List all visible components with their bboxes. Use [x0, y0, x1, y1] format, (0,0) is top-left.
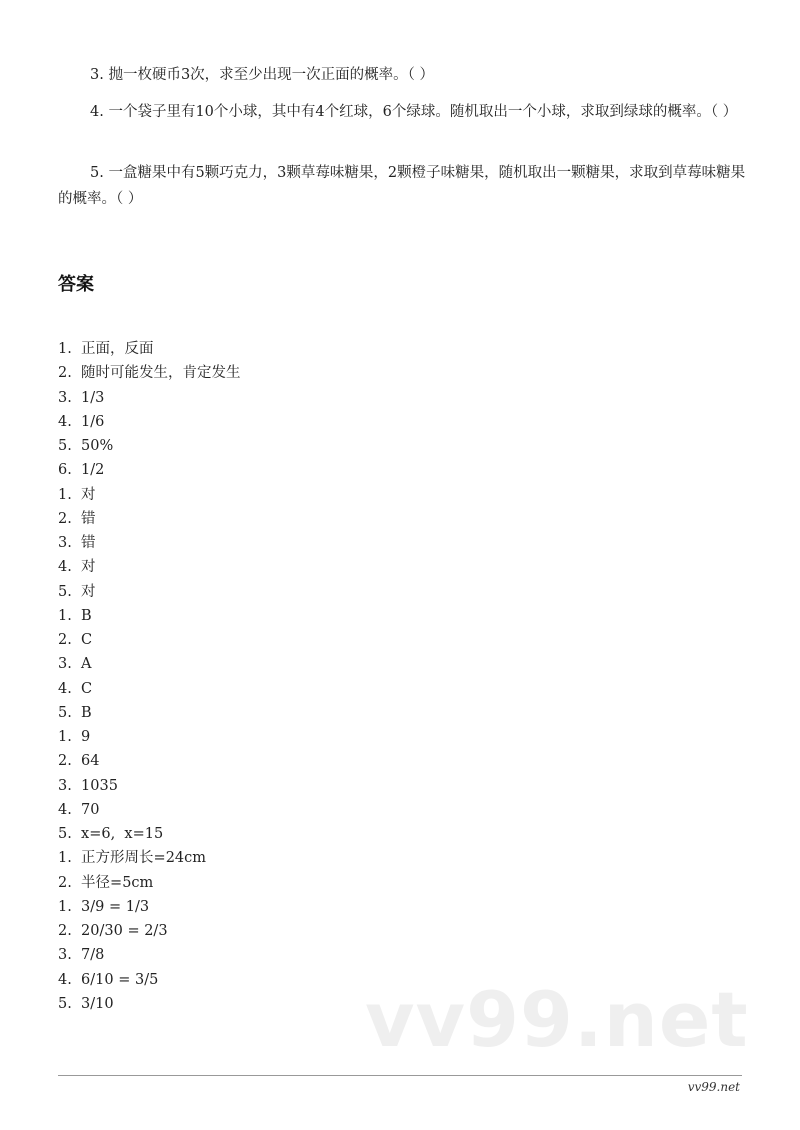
footer-divider — [58, 1075, 742, 1076]
answer-item: 2. 随时可能发生，肯定发生 — [58, 365, 241, 382]
answer-item: 1. 9 — [58, 729, 91, 745]
answer-item: 4. C — [58, 680, 93, 697]
question-5: 5. 一盒糖果中有5颗巧克力，3颗草莓味糖果，2颗橙子味糖果，随机取出一颗糖果，求取到草莓味糖果的概率。（ ） — [58, 165, 746, 207]
answer-list — [58, 337, 241, 1016]
question-4: 4. 一个袋子里有10个小球，其中有4个红球，6个绿球。随机取出一个小球，求取到绿球的概率。（ ） — [90, 104, 738, 120]
answer-item: 4. 1/6 — [58, 413, 105, 430]
answer-item: 3. 7/8 — [58, 947, 105, 964]
answer-item: 4. 70 — [58, 801, 100, 818]
answer-item: 5. 对 — [58, 583, 96, 600]
footer-site-label: vv99.net — [687, 1080, 740, 1094]
answer-item: 5. B — [58, 704, 92, 721]
answers-heading: 答案 — [58, 274, 94, 295]
answer-item: 3. A — [58, 656, 92, 673]
answer-item: 2. 64 — [58, 753, 100, 770]
answer-item: 1. 对 — [58, 486, 96, 503]
answer-item: 1. B — [58, 607, 92, 624]
answer-item: 2. 半径=5cm — [58, 874, 154, 891]
answer-item: 3. 1035 — [58, 777, 118, 794]
answer-item: 1. 正面，反面 — [58, 341, 154, 357]
answer-item: 3. 错 — [58, 535, 96, 551]
answer-item: 2. C — [58, 632, 93, 648]
answer-item: 3. 1/3 — [58, 389, 105, 406]
answer-item: 2. 20/30 = 2/3 — [58, 923, 168, 939]
question-3: 3. 抛一枚硬币3次，求至少出现一次正面的概率。（ ） — [90, 67, 435, 83]
answer-item: 5. x=6, x=15 — [58, 826, 164, 842]
answer-item: 5. 3/10 — [58, 995, 114, 1012]
answer-item: 1. 正方形周长=24cm — [58, 850, 207, 867]
answer-item: 4. 6/10 = 3/5 — [58, 971, 159, 988]
answer-item: 4. 对 — [58, 559, 96, 576]
answer-item: 6. 1/2 — [58, 462, 105, 479]
answer-item: 1. 3/9 = 1/3 — [58, 898, 150, 915]
watermark: vv99.net — [365, 975, 749, 1064]
answer-item: 2. 错 — [58, 510, 96, 527]
answer-item: 5. 50% — [58, 438, 114, 454]
